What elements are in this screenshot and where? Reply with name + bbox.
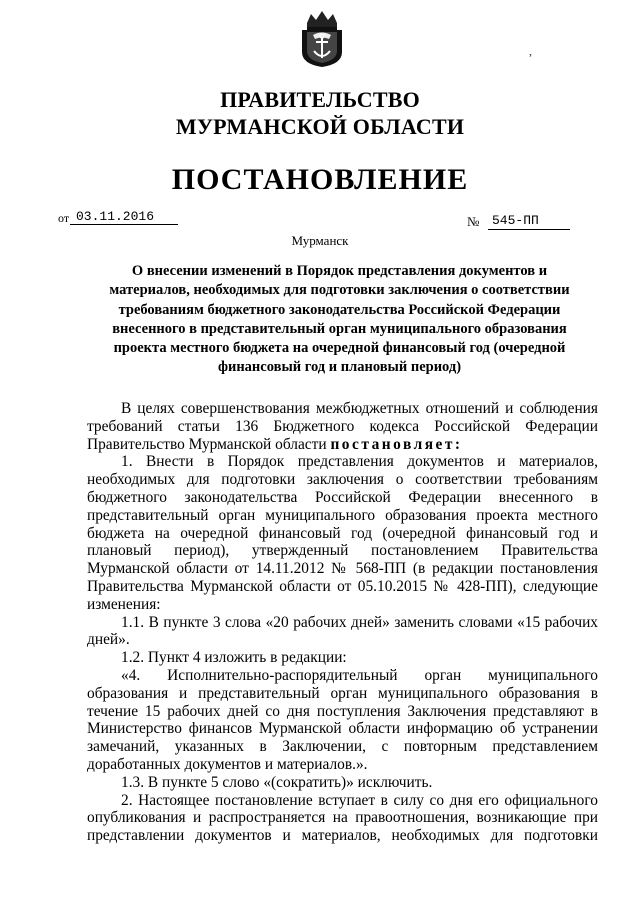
body-line: Министерство финансов Мурманской области информацию об устранении	[87, 720, 598, 738]
body-line: В целях совершенствования межбюджетных отношений и соблюдения	[121, 400, 598, 417]
number-underline	[488, 229, 570, 230]
body-line: плановый период), утвержденный постановлением Правительства	[87, 542, 598, 560]
body-line: изменения:	[87, 595, 161, 613]
title-line: финансовый год и плановый период)	[217, 359, 462, 376]
title-line: О внесении изменений в Порядок представления документов и	[131, 263, 548, 279]
body-line: «4. Исполнительно-распорядительный орган муниципального	[121, 666, 598, 684]
body-line: течение 15 рабочих дней со дня поступления Заключения представляют в	[87, 702, 598, 720]
document-number: 545-ПП	[492, 213, 539, 228]
city: Мурманск	[291, 233, 349, 248]
body-line: замечаний, указанных в Заключении, с повторным представлением	[87, 738, 598, 756]
body-text: Правительство Мурманской области	[87, 435, 331, 453]
body-line: 1.2. Пункт 4 изложить в редакции:	[121, 649, 347, 667]
coat-of-arms-emblem	[299, 8, 345, 68]
body-line: требований статьи 136 Бюджетного кодекса Российской Федерации	[87, 417, 598, 435]
title-line: проекта местного бюджета на очередной финансовый год (очередной	[113, 340, 566, 357]
document-title	[108, 262, 571, 378]
body-line: дней».	[87, 631, 130, 649]
body-line: бюджета на очередной финансовый год (очередной финансовый год и	[87, 524, 598, 542]
title-line: материалов, необходимых для подготовки заключения о соответствии	[109, 282, 570, 299]
decree-word: постановляет:	[330, 435, 463, 453]
body-line: 1. Внести в Порядок представления документов и материалов,	[121, 453, 598, 471]
government-name-line1: ПРАВИТЕЛЬСТВО	[220, 87, 420, 112]
scan-mark: ,	[529, 44, 532, 58]
number-prefix: №	[467, 214, 480, 229]
body-line	[87, 436, 598, 454]
body-line: Мурманской области от 14.11.2012 № 568-ПП (в редакции постановления	[87, 560, 598, 578]
body-line: 2. Настоящее постановление вступает в силу со дня его официального	[121, 791, 598, 809]
body-line: 1.1. В пункте 3 слова «20 рабочих дней» заменить словами «15 рабочих	[121, 613, 598, 631]
body-line: представительный орган муниципального образования проекта местного	[87, 506, 598, 524]
document-date: 03.11.2016	[76, 209, 155, 224]
date-underline	[70, 224, 178, 225]
title-line: внесенного в представительный орган муниципального образования	[112, 320, 567, 337]
body-line: образования и представительный орган муниципального образования в	[87, 684, 598, 702]
body-line: бюджетного законодательства Российской Федерации внесенного в	[87, 488, 598, 506]
body-line: необходимых для подготовки заключения о соответствии требованиям	[87, 471, 598, 489]
title-line: требованиям бюджетного законодательства Российской Федерации	[118, 301, 561, 318]
body-line: опубликования и распространяется на правоотношения, возникающие при	[87, 809, 598, 827]
document-type: ПОСТАНОВЛЕНИЕ	[171, 163, 469, 196]
document-body	[87, 400, 598, 845]
government-name-line2: МУРМАНСКОЙ ОБЛАСТИ	[175, 114, 465, 139]
body-line: доработанных документов и материалов.».	[87, 755, 368, 773]
date-prefix: от	[58, 211, 70, 225]
body-line: Правительства Мурманской области от 05.10.2015 № 428-ПП), следующие	[87, 577, 598, 595]
body-line: представлении документов и материалов, необходимых для подготовки	[87, 827, 598, 845]
body-line: 1.3. В пункте 5 слово «(сократить)» исключить.	[121, 773, 433, 791]
